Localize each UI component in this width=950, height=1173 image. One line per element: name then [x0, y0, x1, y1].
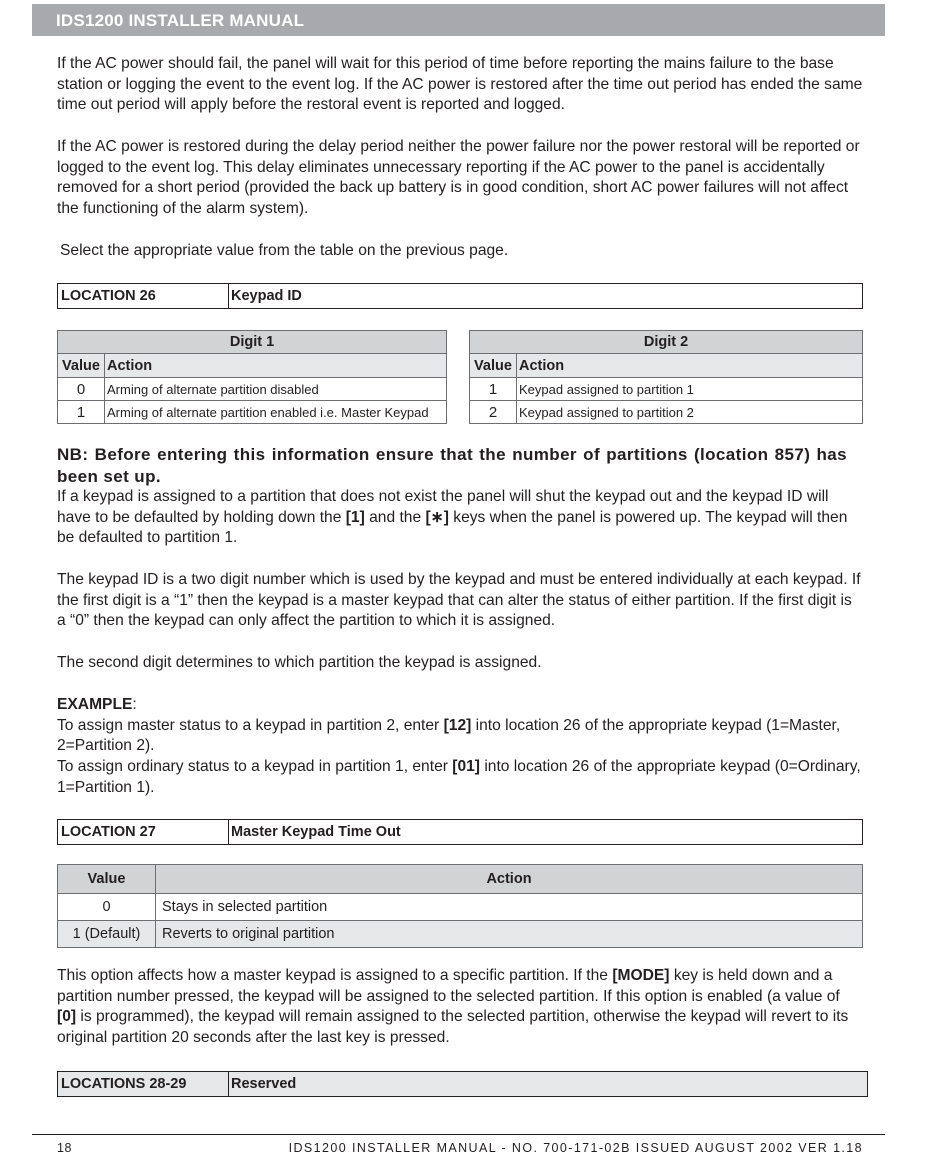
- digit-2-row-action: Keypad assigned to partition 1: [517, 378, 863, 401]
- digit-1-value-header: Value: [58, 354, 105, 378]
- location-27-name: Master Keypad Time Out: [231, 824, 401, 840]
- table-row: [470, 401, 863, 424]
- digit-2-row-value: 2: [470, 401, 517, 424]
- example-key-01: [01]: [452, 758, 480, 776]
- intro-paragraph-2: If the AC power is restored during the delay period neither the power failure nor the power restoral will be reported or logged to the event log. This delay eliminates unnecessary reporting if the AC power to the panel is accidentally removed for a short period (provided the back up battery is in good condition, short AC power failures will not affect the functioning of the alarm system).: [57, 138, 860, 218]
- location-28-29-header: [57, 1071, 868, 1097]
- page-header-title: IDS1200 INSTALLER MANUAL: [56, 11, 305, 30]
- location-27-label: LOCATION 27: [58, 820, 229, 844]
- example-block: EXAMPLE: To assign master status to a keypad in partition 2, enter [12] into location 26 of the appropriate keypad (1=Master, 2=Partition 2). To assign ordinary status to a keypad in partition 1, enter [01] into location 26 of the appropriate keypad (0=Ordinary, 1=Partition 1).: [57, 696, 861, 796]
- footer-divider: [32, 1134, 885, 1135]
- digit-1-row-value: 0: [58, 378, 105, 401]
- table27-action-header: Action: [156, 865, 863, 894]
- table-row: [58, 401, 447, 424]
- footer-text: IDS1200 INSTALLER MANUAL - NO. 700-171-02B ISSUED AUGUST 2002 VER 1.18: [288, 1141, 863, 1155]
- location-26-label: LOCATION 26: [58, 284, 229, 308]
- example-key-12: [12]: [443, 716, 472, 734]
- digit-1-row-action: Arming of alternate partition disabled: [105, 378, 447, 401]
- location-26-name: Keypad ID: [231, 288, 302, 304]
- keypad-paragraph-1: If a keypad is assigned to a partition that does not exist the panel will shut the keypad out and the keypad ID will have to be defaulted by holding down the [1] and the [∗] keys when the panel is powered up. The keypad will then be defaulted to partition 1.: [57, 488, 848, 547]
- table27-row-action: Stays in selected partition: [156, 894, 863, 921]
- key-1: [1]: [345, 508, 365, 526]
- table-row: [58, 921, 863, 948]
- table27-value-header: Value: [58, 865, 156, 894]
- location-28-29-name: Reserved: [231, 1076, 297, 1092]
- table-row: [58, 378, 447, 401]
- digit-1-action-header: Action: [105, 354, 447, 378]
- example-label: EXAMPLE: [57, 696, 133, 713]
- digit-2-title: Digit 2: [470, 331, 863, 354]
- digit-2-row-value: 1: [470, 378, 517, 401]
- location-28-29-label: LOCATIONS 28-29: [58, 1072, 229, 1096]
- digit-2-action-header: Action: [517, 354, 863, 378]
- table-row: [58, 894, 863, 921]
- digit-1-table: [57, 330, 447, 424]
- option-paragraph: This option affects how a master keypad is assigned to a specific partition. If the [MODE] key is held down and a partition number pressed, the keypad will be assigned to the selected partition. If this option is enabled (a value of [0] is programmed), the keypad will remain assigned to the selected partition, otherwise the keypad will revert to its original partition 20 seconds after the last key is pressed.: [57, 967, 849, 1047]
- table27-row-value: 1 (Default): [58, 921, 156, 948]
- location-27-header: [57, 819, 863, 845]
- table-row: [470, 378, 863, 401]
- keypad-paragraph-3: The second digit determines to which partition the keypad is assigned.: [57, 654, 542, 671]
- page-number: 18: [57, 1141, 72, 1155]
- digit-2-row-action: Keypad assigned to partition 2: [517, 401, 863, 424]
- digit-2-table: [469, 330, 863, 424]
- value-0-key: [0]: [57, 1008, 77, 1026]
- intro-paragraph-3: Select the appropriate value from the table on the previous page.: [60, 242, 509, 259]
- digit-2-value-header: Value: [470, 354, 517, 378]
- header-bar: [32, 4, 885, 36]
- table27-row-value: 0: [58, 894, 156, 921]
- digit-1-row-action: Arming of alternate partition enabled i.e. Master Keypad: [105, 401, 447, 424]
- intro-paragraph-1: If the AC power should fail, the panel will wait for this period of time before reporting the mains failure to the base station or logging the event to the event log. If the AC power is restored after the time out period has ended the same time out period will apply before the restoral event is reported and logged.: [57, 55, 863, 114]
- digit-1-title: Digit 1: [58, 331, 447, 354]
- key-star: [∗]: [425, 508, 449, 526]
- location-27-table: [57, 864, 863, 948]
- keypad-paragraph-2: The keypad ID is a two digit number which is used by the keypad and must be entered individually at each keypad. If the first digit is a “1” then the keypad is a master keypad that can alter the status of either partition. If the first digit is a “0” then the keypad can only affect the partition to which it is assigned.: [57, 571, 861, 630]
- nb-warning: NB: Before entering this information ensure that the number of partitions (location 857) has been set up.: [57, 445, 847, 486]
- location-26-header: [57, 283, 863, 309]
- table27-row-action: Reverts to original partition: [156, 921, 863, 948]
- mode-key: [MODE]: [612, 967, 670, 984]
- digit-1-row-value: 1: [58, 401, 105, 424]
